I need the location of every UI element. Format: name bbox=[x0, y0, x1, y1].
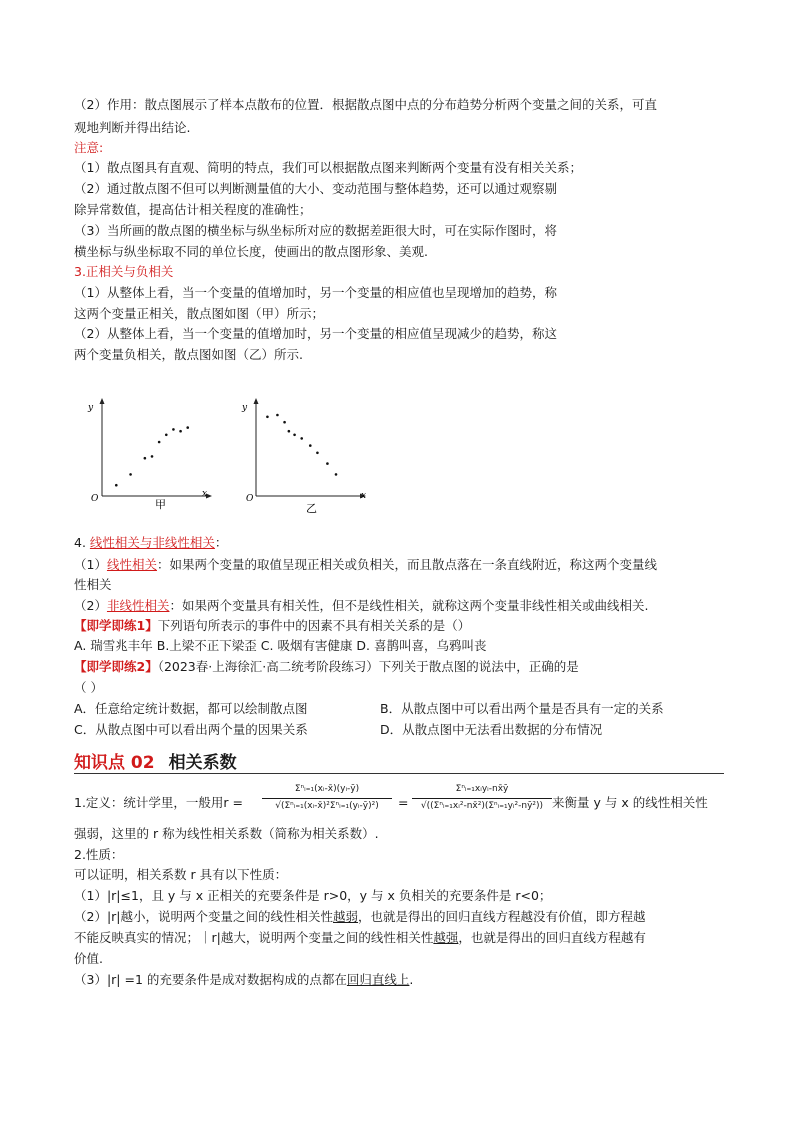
usage-line-2: 观地判断并得出结论. bbox=[74, 120, 191, 135]
exercise-2-option-b: B．从散点图中可以看出两个量是否具有一定的关系 bbox=[380, 701, 664, 716]
linear-corr-text: ：如果两个变量的取值呈现正相关或负相关，而且散点落在一条直线附近，称这两个变量线 bbox=[156, 557, 657, 572]
section-4-term: 线性相关与非线性相关 bbox=[89, 535, 215, 550]
linear-corr-line-1 bbox=[74, 556, 657, 574]
exercise-2-option-a: A．任意给定统计数据，都可以绘制散点图 bbox=[74, 701, 308, 716]
property-2-text-a: （2）|r|越小，说明两个变量之间的线性相关性 bbox=[74, 909, 334, 924]
section-4-title bbox=[74, 534, 227, 552]
scatter-point bbox=[144, 457, 147, 460]
formula-1-bar bbox=[262, 798, 392, 799]
formula-2-bar bbox=[412, 798, 552, 799]
scatter-point bbox=[151, 455, 154, 458]
scatter-point bbox=[326, 462, 329, 465]
property-2-text-b: ，也就是得出的回归直线方程越没有价值，即方程越 bbox=[358, 909, 646, 924]
scatter-point bbox=[115, 484, 118, 487]
definition-suffix: 来衡量 y 与 x 的线性相关性 bbox=[552, 795, 708, 810]
section-3-title: 3.正相关与负相关 bbox=[74, 264, 174, 279]
exercise-1-question bbox=[74, 617, 470, 635]
property-2-text-d: ，也就是得出的回归直线方程越有 bbox=[458, 930, 646, 945]
knowledge-point-heading bbox=[74, 748, 237, 773]
x-axis-label: x bbox=[202, 489, 208, 499]
section-4-number: 4. bbox=[74, 535, 90, 550]
linear-corr-term: 线性相关 bbox=[106, 557, 157, 572]
nonlinear-corr-text: ：如果两个变量具有相关性，但不是线性相关，就称这两个变量非线性相关或曲线相关. bbox=[169, 598, 649, 613]
note-3-line-2: 横坐标与纵坐标取不同的单位长度，使画出的散点图形象、美观. bbox=[74, 244, 428, 259]
scatter-point bbox=[172, 428, 175, 431]
scatter-plot-positive bbox=[87, 398, 212, 511]
scatter-point bbox=[129, 473, 132, 476]
origin-label: O bbox=[246, 494, 254, 504]
negative-corr-line-1: （2）从整体上看，当一个变量的值增加时，另一个变量的相应值呈现减少的趋势，称这 bbox=[74, 326, 557, 341]
scatter-point bbox=[335, 473, 338, 476]
property-2-strong: 越强 bbox=[433, 930, 459, 945]
exercise-2-option-d: D．从散点图中无法看出数据的分布情况 bbox=[380, 722, 603, 737]
scatter-point bbox=[300, 437, 303, 440]
exercise-2-question bbox=[74, 658, 579, 676]
formula-1-numerator: Σⁿᵢ₌₁(xᵢ-x̄)(yᵢ-ȳ) bbox=[294, 784, 360, 794]
property-2-weak: 越弱 bbox=[333, 909, 359, 924]
exercise-1-text: 下列语句所表示的事件中的因素不具有相关关系的是（） bbox=[157, 618, 471, 633]
note-1: （1）散点图具有直观、简明的特点，我们可以根据散点图来判断两个变量有没有相关关系； bbox=[74, 160, 582, 175]
note-3-line-1: （3）当所画的散点图的横坐标与纵坐标所对应的数据差距很大时，可在实际作图时，将 bbox=[74, 223, 557, 238]
x-axis-label: x bbox=[361, 491, 367, 501]
nonlinear-corr-line bbox=[74, 597, 648, 615]
definition-prefix: 1.定义：统计学里，一般用r = bbox=[74, 795, 244, 810]
scatter-point bbox=[309, 444, 312, 447]
note-2-line-1: （2）通过散点图不但可以判断测量值的大小、变动范围与整体趋势，还可以通过观察剔 bbox=[74, 181, 557, 196]
property-1: （1）|r|≤1，且 y 与 x 正相关的充要条件是 r>0，y 与 x 负相关的充要条件是 r<0； bbox=[74, 888, 552, 903]
plot-label-yi: 乙 bbox=[306, 502, 317, 515]
property-3 bbox=[74, 971, 413, 989]
scatter-point bbox=[179, 430, 182, 433]
linear-corr-prefix: （1） bbox=[74, 557, 107, 572]
exercise-1-options: A. 瑞雪兆丰年 B.上梁不正下梁歪 C. 吸烟有害健康 D. 喜鹊叫喜，乌鸦叫丧 bbox=[74, 638, 487, 653]
scatter-plot-negative bbox=[241, 398, 366, 515]
origin-label: O bbox=[91, 494, 99, 504]
scatter-point bbox=[316, 452, 319, 455]
y-axis-label: y bbox=[242, 403, 248, 413]
property-2-line-2 bbox=[74, 929, 646, 947]
scatter-point bbox=[266, 416, 269, 419]
formula-equals: = bbox=[398, 795, 409, 810]
scatter-point bbox=[165, 434, 168, 437]
positive-corr-line-1: （1）从整体上看，当一个变量的值增加时，另一个变量的相应值也呈现增加的趋势，称 bbox=[74, 285, 557, 300]
property-3-regression-line: 回归直线上 bbox=[346, 972, 410, 987]
scatter-point bbox=[186, 426, 189, 429]
scatter-point bbox=[293, 434, 296, 437]
definition-line-2: 强弱，这里的 r 称为线性相关系数（简称为相关系数）. bbox=[74, 826, 379, 841]
exercise-2-text: （2023春·上海徐汇·高二统考阶段练习）下列关于散点图的说法中，正确的是 bbox=[157, 659, 579, 674]
property-3-text-b: . bbox=[409, 972, 414, 987]
negative-corr-line-2: 两个变量负相关，散点图如图（乙）所示. bbox=[74, 347, 303, 362]
nonlinear-corr-prefix: （2） bbox=[74, 598, 107, 613]
plot-label-jia: 甲 bbox=[155, 498, 166, 511]
positive-corr-line-2: 这两个变量正相关，散点图如图（甲）所示； bbox=[74, 306, 325, 321]
property-2-text-c: 不能反映真实的情况；｜r|越大，说明两个变量之间的线性相关性 bbox=[74, 930, 434, 945]
nonlinear-corr-term: 非线性相关 bbox=[106, 598, 170, 613]
properties-intro: 可以证明，相关系数 r 具有以下性质： bbox=[74, 867, 288, 882]
property-3-text-a: （3）|r| =1 的充要条件是成对数据构成的点都在 bbox=[74, 972, 347, 987]
note-label: 注意: bbox=[74, 140, 104, 155]
knowledge-point-title: 相关系数 bbox=[168, 753, 237, 773]
scatter-point bbox=[158, 441, 161, 444]
properties-title: 2.性质： bbox=[74, 847, 124, 862]
property-2-line-1 bbox=[74, 908, 646, 926]
exercise-2-label: 【即学即练2】 bbox=[74, 659, 158, 674]
heading-rule bbox=[74, 773, 724, 774]
property-2-line-3: 价值. bbox=[74, 951, 103, 966]
section-4-colon: ： bbox=[214, 535, 228, 550]
formula-1-denominator: √(Σⁿᵢ₌₁(xᵢ-x̄)²Σⁿᵢ₌₁(yᵢ-ȳ)²) bbox=[275, 801, 379, 811]
linear-corr-line-2: 性相关 bbox=[74, 577, 112, 592]
y-axis-arrow bbox=[100, 398, 105, 404]
usage-line-1: （2）作用：散点图展示了样本点散布的位置．根据散点图中点的分布趋势分析两个变量之间的关系，可直 bbox=[74, 97, 657, 112]
formula-2-numerator: Σⁿᵢ₌₁xᵢyᵢ-nx̄ȳ bbox=[455, 784, 509, 794]
formula-2-denominator: √((Σⁿᵢ₌₁xᵢ²-nx̄²)(Σⁿᵢ₌₁yᵢ²-nȳ²)) bbox=[420, 801, 544, 811]
y-axis-arrow bbox=[254, 398, 259, 404]
exercise-2-blank: （ ） bbox=[74, 680, 103, 695]
y-axis-label: y bbox=[88, 403, 94, 413]
scatter-point bbox=[288, 430, 291, 433]
exercise-2-option-c: C．从散点图中可以看出两个量的因果关系 bbox=[74, 722, 308, 737]
scatter-point bbox=[276, 414, 279, 417]
exercise-1-label: 【即学即练1】 bbox=[74, 618, 158, 633]
scatter-point bbox=[283, 421, 286, 424]
knowledge-point-label: 知识点 02 bbox=[74, 753, 155, 773]
note-2-line-2: 除异常数值，提高估计相关程度的准确性； bbox=[74, 202, 312, 217]
scatter-plots-figure bbox=[80, 392, 380, 522]
